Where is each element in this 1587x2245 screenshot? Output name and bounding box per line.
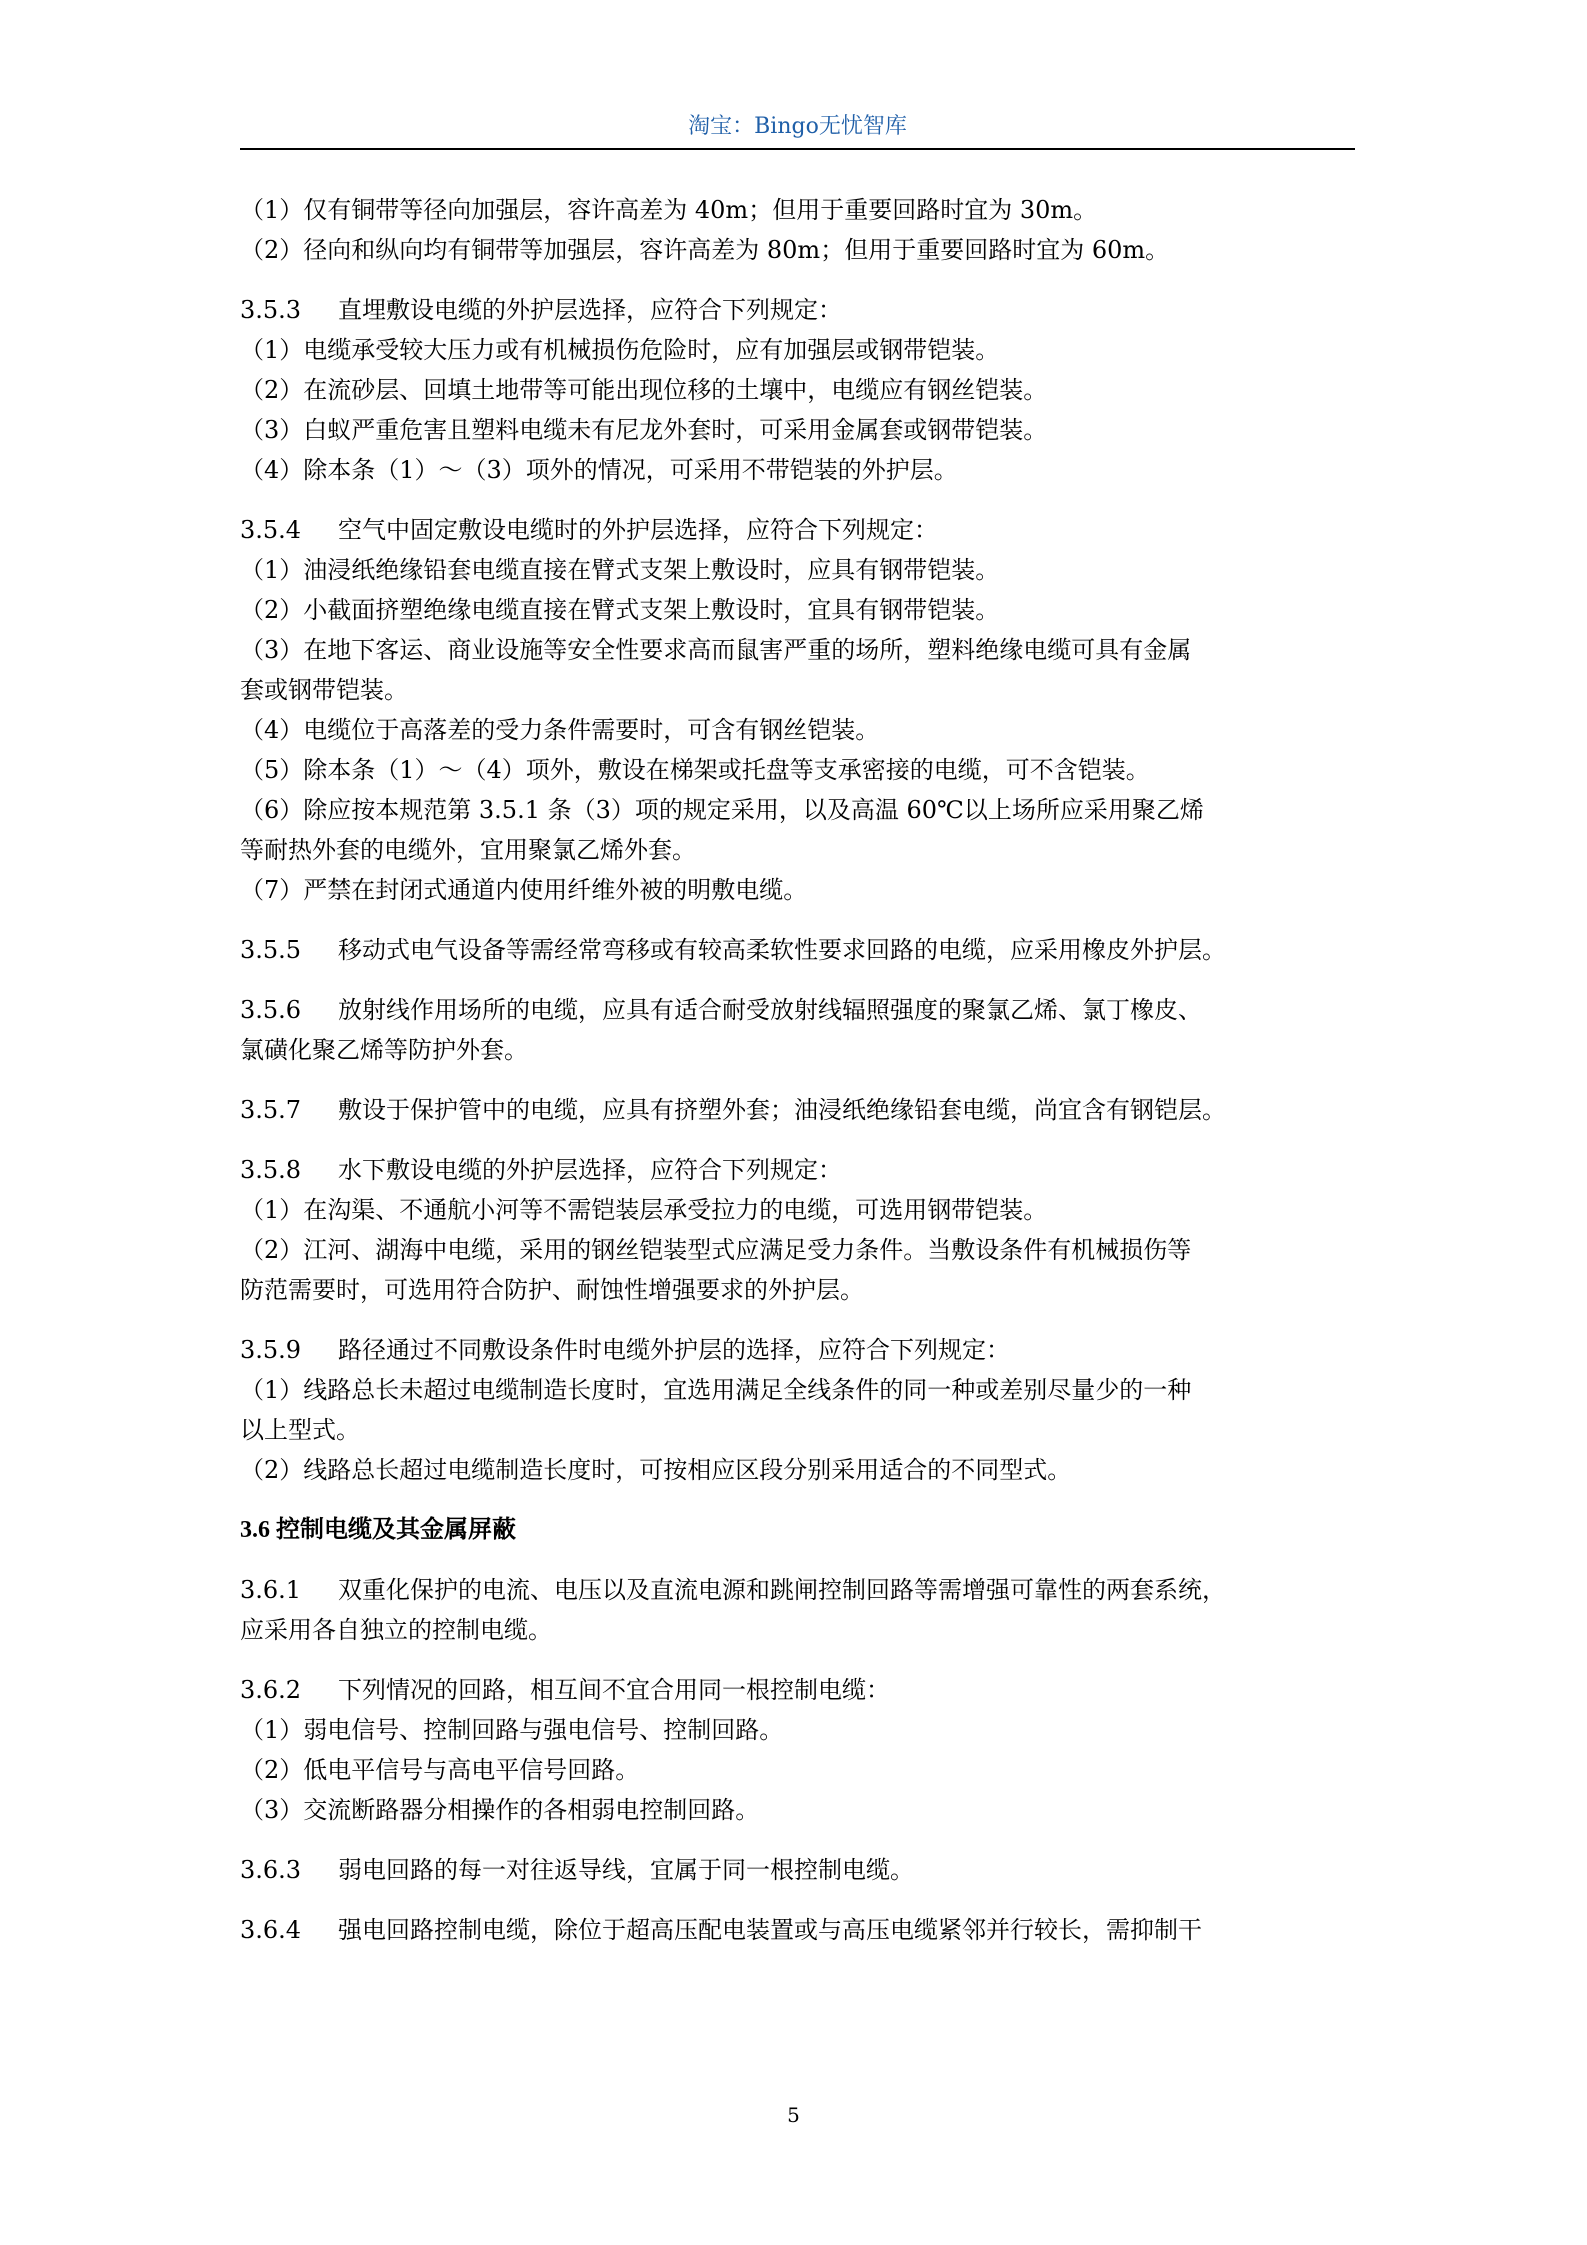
list-item: （7）严禁在封闭式通道内使用纤维外被的明敷电缆。 (240, 876, 808, 904)
clause-number: 3.6.3 (240, 1856, 302, 1884)
clause-number: 3.6.4 (240, 1916, 302, 1944)
list-item: （2）江河、湖海中电缆，采用的钢丝铠装型式应满足受力条件。当敷设条件有机械损伤等 (240, 1236, 1192, 1264)
document-body (240, 190, 1355, 1970)
list-item-continuation: 等耐热外套的电缆外，宜用聚氯乙烯外套。 (240, 836, 696, 864)
clause-heading (240, 1150, 1355, 1190)
clause-3-6-3 (240, 1850, 1355, 1890)
clause-number: 3.5.7 (240, 1096, 302, 1124)
clause-continuation: 氯磺化聚乙烯等防护外套。 (240, 1036, 528, 1064)
clause-text: 空气中固定敷设电缆时的外护层选择，应符合下列规定： (338, 516, 938, 544)
list-item: （4）电缆位于高落差的受力条件需要时，可含有钢丝铠装。 (240, 716, 880, 744)
list-item: （6）除应按本规范第 3.5.1 条（3）项的规定采用，以及高温 60℃以上场所应采用聚乙烯 (240, 796, 1204, 824)
clause-text: 弱电回路的每一对往返导线，宜属于同一根控制电缆。 (338, 1856, 914, 1884)
clause-heading (240, 1330, 1355, 1370)
clause-heading (240, 510, 1355, 550)
clause-3-6-4 (240, 1910, 1355, 1950)
clause-3-6-1 (240, 1570, 1355, 1650)
list-item: （2）线路总长超过电缆制造长度时，可按相应区段分别采用适合的不同型式。 (240, 1456, 1072, 1484)
list-item: （2）小截面挤塑绝缘电缆直接在臂式支架上敷设时，宜具有钢带铠装。 (240, 596, 1000, 624)
clause-3-5-4 (240, 510, 1355, 910)
clause-text: 路径通过不同敷设条件时电缆外护层的选择，应符合下列规定： (338, 1336, 1010, 1364)
section-heading: 3.6 控制电缆及其金属屏蔽 (240, 1517, 516, 1543)
clause-continuation: 应采用各自独立的控制电缆。 (240, 1616, 552, 1644)
clause-3-5-7 (240, 1090, 1355, 1130)
list-item: （2）低电平信号与高电平信号回路。 (240, 1756, 640, 1784)
continuation-list (240, 190, 1355, 270)
clause-heading (240, 290, 1355, 330)
list-item: （1）仅有铜带等径向加强层，容许高差为 40m；但用于重要回路时宜为 30m。 (240, 196, 1098, 224)
clause-number: 3.5.5 (240, 936, 302, 964)
list-item: （4）除本条（1）～（3）项外的情况，可采用不带铠装的外护层。 (240, 456, 958, 484)
list-item: （3）交流断路器分相操作的各相弱电控制回路。 (240, 1796, 760, 1824)
clause-heading (240, 1090, 1355, 1130)
clause-text: 敷设于保护管中的电缆，应具有挤塑外套；油浸纸绝缘铅套电缆，尚宜含有钢铠层。 (338, 1096, 1226, 1124)
clause-3-6-2 (240, 1670, 1355, 1830)
clause-3-5-6 (240, 990, 1355, 1070)
clause-heading (240, 990, 1355, 1030)
clause-number: 3.6.2 (240, 1676, 302, 1704)
list-item-continuation: 防范需要时，可选用符合防护、耐蚀性增强要求的外护层。 (240, 1276, 864, 1304)
clause-text: 水下敷设电缆的外护层选择，应符合下列规定： (338, 1156, 842, 1184)
clause-number: 3.5.4 (240, 516, 302, 544)
clause-number: 3.5.3 (240, 296, 302, 324)
clause-heading (240, 1910, 1355, 1950)
header-text: 淘宝：Bingo无忧智库 (688, 114, 907, 139)
list-item: （3）在地下客运、商业设施等安全性要求高而鼠害严重的场所，塑料绝缘电缆可具有金属 (240, 636, 1192, 664)
page-header (240, 108, 1355, 150)
clause-heading (240, 1570, 1355, 1610)
list-item: （2）径向和纵向均有铜带等加强层，容许高差为 80m；但用于重要回路时宜为 60m。 (240, 236, 1170, 264)
list-item: （1）电缆承受较大压力或有机械损伤危险时，应有加强层或钢带铠装。 (240, 336, 1000, 364)
list-item-continuation: 以上型式。 (240, 1416, 360, 1444)
clause-number: 3.5.8 (240, 1156, 302, 1184)
list-item: （5）除本条（1）～（4）项外，敷设在梯架或托盘等支承密接的电缆，可不含铠装。 (240, 756, 1150, 784)
clause-text: 强电回路控制电缆，除位于超高压配电装置或与高压电缆紧邻并行较长，需抑制干 (338, 1916, 1202, 1944)
clause-3-5-8 (240, 1150, 1355, 1310)
clause-text: 双重化保护的电流、电压以及直流电源和跳闸控制回路等需增强可靠性的两套系统， (338, 1576, 1226, 1604)
list-item: （1）线路总长未超过电缆制造长度时，宜选用满足全线条件的同一种或差别尽量少的一种 (240, 1376, 1192, 1404)
clause-number: 3.5.6 (240, 996, 302, 1024)
clause-text: 下列情况的回路，相互间不宜合用同一根控制电缆： (338, 1676, 890, 1704)
list-item: （1）弱电信号、控制回路与强电信号、控制回路。 (240, 1716, 784, 1744)
list-item: （1）在沟渠、不通航小河等不需铠装层承受拉力的电缆，可选用钢带铠装。 (240, 1196, 1048, 1224)
clause-3-5-5 (240, 930, 1355, 970)
list-item-continuation: 套或钢带铠装。 (240, 676, 408, 704)
clause-text: 直埋敷设电缆的外护层选择，应符合下列规定： (338, 296, 842, 324)
page-number: 5 (787, 2103, 800, 2127)
list-item: （1）油浸纸绝缘铅套电缆直接在臂式支架上敷设时，应具有钢带铠装。 (240, 556, 1000, 584)
clause-3-5-3 (240, 290, 1355, 490)
list-item: （2）在流砂层、回填土地带等可能出现位移的土壤中，电缆应有钢丝铠装。 (240, 376, 1048, 404)
clause-heading (240, 1850, 1355, 1890)
list-item: （3）白蚁严重危害且塑料电缆未有尼龙外套时，可采用金属套或钢带铠装。 (240, 416, 1048, 444)
clause-number: 3.5.9 (240, 1336, 302, 1364)
clause-3-5-9 (240, 1330, 1355, 1490)
clause-heading (240, 930, 1355, 970)
clause-text: 移动式电气设备等需经常弯移或有较高柔软性要求回路的电缆，应采用橡皮外护层。 (338, 936, 1226, 964)
clause-number: 3.6.1 (240, 1576, 302, 1604)
clause-heading (240, 1670, 1355, 1710)
clause-text: 放射线作用场所的电缆，应具有适合耐受放射线辐照强度的聚氯乙烯、氯丁橡皮、 (338, 996, 1202, 1024)
